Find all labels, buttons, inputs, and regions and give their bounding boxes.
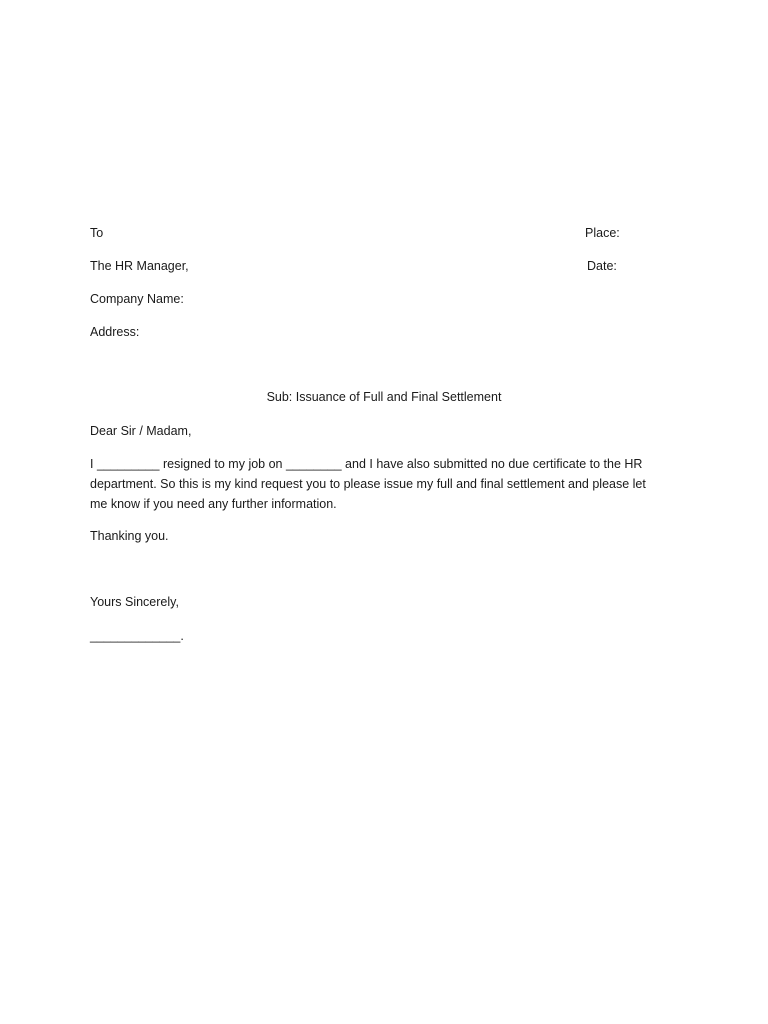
body-paragraph <box>90 454 670 514</box>
subject-line: Sub: Issuance of Full and Final Settlement <box>266 390 502 404</box>
body-line: me know if you need any further information. <box>90 497 337 511</box>
recipient-line: The HR Manager, <box>90 259 189 273</box>
place-label: Place: <box>585 226 620 240</box>
company-name-label: Company Name: <box>90 292 184 306</box>
thanks-line: Thanking you. <box>90 529 169 543</box>
body-line: I _________ resigned to my job on ________ and I have also submitted no due certificate to the HR <box>90 457 643 471</box>
closing-line: Yours Sincerely, <box>90 595 179 609</box>
date-label: Date: <box>587 259 617 273</box>
address-label: Address: <box>90 325 140 339</box>
body-line: department. So this is my kind request you to please issue my full and final settlement and please let <box>90 477 646 491</box>
to-label: To <box>90 226 104 240</box>
salutation: Dear Sir / Madam, <box>90 424 192 438</box>
signature-line: _____________. <box>90 629 184 643</box>
